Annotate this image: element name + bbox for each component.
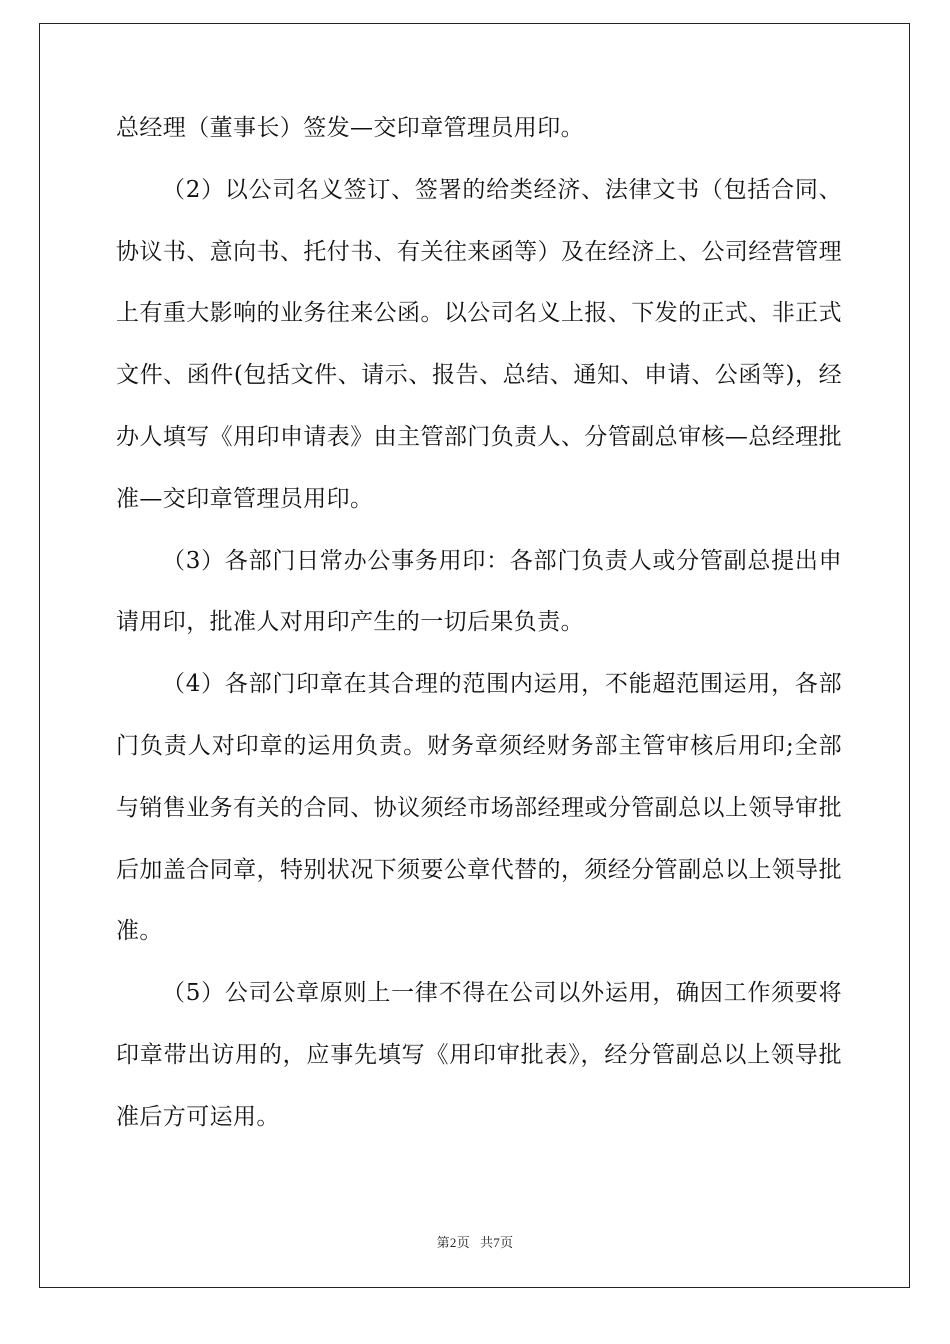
total-page-count: 共7页 — [480, 1235, 514, 1250]
paragraph-3: （3）各部门日常办公事务用印：各部门负责人或分管副总提出申请用印，批准人对用印产生的一切后果负责。 — [116, 547, 842, 636]
paragraph-1: 总经理（董事长）签发—交印章管理员用印。 — [116, 115, 584, 141]
paragraph-5: （5）公司公章原则上一律不得在公司以外运用，确因工作须要将印章带出访用的，应事先填写《用印审批表》，经分管副总以上领导批准后方可运用。 — [116, 980, 842, 1130]
paragraph-4: （4）各部门印章在其合理的范围内运用，不能超范围运用，各部门负责人对印章的运用负责。财务章须经财务部主管审核后用印;全部与销售业务有关的合同、协议须经市场部经理或分管副总以上领导审批后加盖合同章，特别状况下须要公章代替的，须经分管副总以上领导批准。 — [116, 671, 842, 945]
current-page-number: 第2页 — [436, 1235, 470, 1250]
page-footer — [0, 1232, 950, 1251]
paragraph-2: （2）以公司名义签订、签署的给类经济、法律文书（包括合同、协议书、意向书、托付书、有关往来函等）及在经济上、公司经营管理上有重大影响的业务往来公函。以公司名义上报、下发的正式、非正式文件、函件(包括文件、请示、报告、总结、通知、申请、公函等)，经办人填写《用印申请表》由主管部门负责人、分管副总审核—总经理批准—交印章管理员用印。 — [116, 176, 842, 512]
document-body — [116, 98, 842, 1149]
